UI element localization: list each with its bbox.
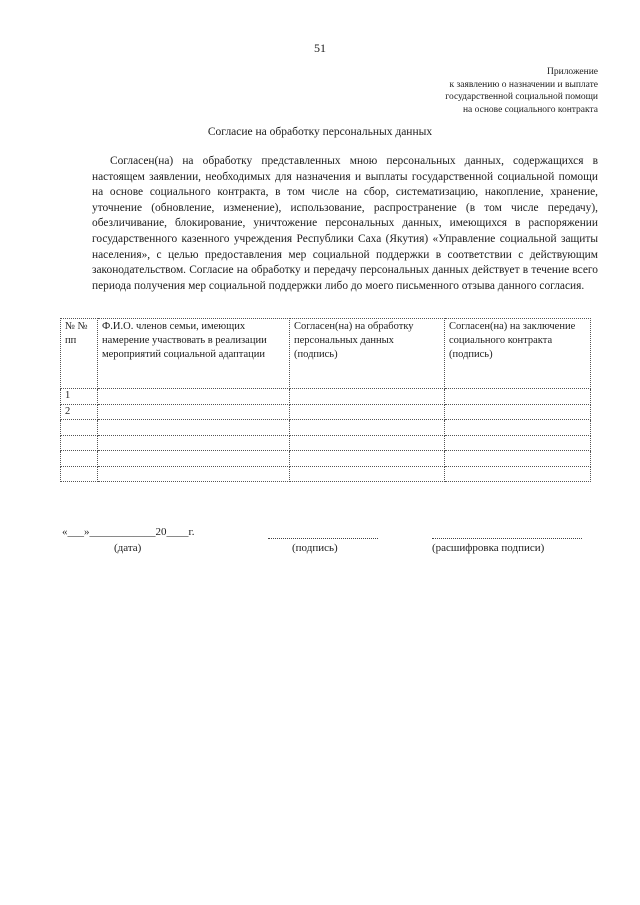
signature-line[interactable] xyxy=(268,538,378,539)
family-name-cell[interactable] xyxy=(98,466,290,482)
family-name-cell[interactable] xyxy=(98,404,290,420)
date-caption: (дата) xyxy=(114,542,142,554)
data-consent-signature-cell[interactable] xyxy=(290,420,445,436)
row-number-cell: 2 xyxy=(61,404,98,420)
contract-consent-signature-cell[interactable] xyxy=(445,420,591,436)
date-field[interactable]: «___»____________20____г. xyxy=(62,526,195,538)
table-row xyxy=(61,466,591,482)
table-row xyxy=(61,451,591,467)
header-data-consent: Согласен(на) на обработку персональных данных (подпись) xyxy=(290,319,445,389)
row-number-cell xyxy=(61,466,98,482)
data-consent-signature-cell[interactable] xyxy=(290,389,445,405)
document-title: Согласие на обработку персональных данных xyxy=(207,126,433,138)
family-name-cell[interactable] xyxy=(98,451,290,467)
appendix-line: государственной социальной помощи xyxy=(445,92,598,102)
contract-consent-signature-cell[interactable] xyxy=(445,435,591,451)
header-number: № № пп xyxy=(61,319,98,389)
row-number-cell xyxy=(61,420,98,436)
header-family-name: Ф.И.О. членов семьи, имеющих намерение участвовать в реализации мероприятий социальной адаптации xyxy=(98,319,290,389)
page-number: 51 xyxy=(314,41,326,55)
signature-block xyxy=(0,526,640,566)
data-consent-signature-cell[interactable] xyxy=(290,404,445,420)
table-row xyxy=(61,389,591,405)
appendix-line: Приложение xyxy=(547,67,598,77)
appendix-note xyxy=(338,66,598,116)
table-header-row xyxy=(61,319,591,389)
family-name-cell[interactable] xyxy=(98,389,290,405)
family-name-cell[interactable] xyxy=(98,435,290,451)
row-number-cell xyxy=(61,451,98,467)
family-consent-table xyxy=(60,318,591,482)
contract-consent-signature-cell[interactable] xyxy=(445,451,591,467)
data-consent-signature-cell[interactable] xyxy=(290,451,445,467)
table-row xyxy=(61,420,591,436)
data-consent-signature-cell[interactable] xyxy=(290,435,445,451)
signature-decoding-line[interactable] xyxy=(432,538,582,539)
signature-decoding-caption: (расшифровка подписи) xyxy=(432,542,545,554)
row-number-cell xyxy=(61,435,98,451)
consent-body-text: Согласен(на) на обработку представленных мною персональных данных, содержащихся в настоящем заявлении, необходимых для назначения и выплаты государственной социальной помощи на основе социального контракта, в том числе на сбор, систематизацию, накопление, хранение, уточнение (обновление, изменение), использование, распространение (в том числе передачу), обезличивание, блокирование, уничтожение персональных данных, имеющихся в распоряжении государственного казенного учреждения Республики Саха (Якутия) «Управление социальной защиты населения», с целью предоставления мер социальной поддержки в соответствии с действующим законодательством. Согласие на обработку и передачу персональных данных действует в течение всего периода получения мер социальной поддержки либо до моего письменного отзыва данного согласия. xyxy=(92,155,598,292)
signature-caption: (подпись) xyxy=(292,542,338,554)
header-contract-consent: Согласен(на) на заключение социального контракта (подпись) xyxy=(445,319,591,389)
appendix-line: к заявлению о назначении и выплате xyxy=(449,79,598,90)
data-consent-signature-cell[interactable] xyxy=(290,466,445,482)
appendix-line: на основе социального контракта xyxy=(462,104,598,115)
row-number-cell: 1 xyxy=(61,389,98,405)
family-name-cell[interactable] xyxy=(98,420,290,436)
table-row xyxy=(61,435,591,451)
table-row xyxy=(61,404,591,420)
contract-consent-signature-cell[interactable] xyxy=(445,389,591,405)
contract-consent-signature-cell[interactable] xyxy=(445,466,591,482)
contract-consent-signature-cell[interactable] xyxy=(445,404,591,420)
